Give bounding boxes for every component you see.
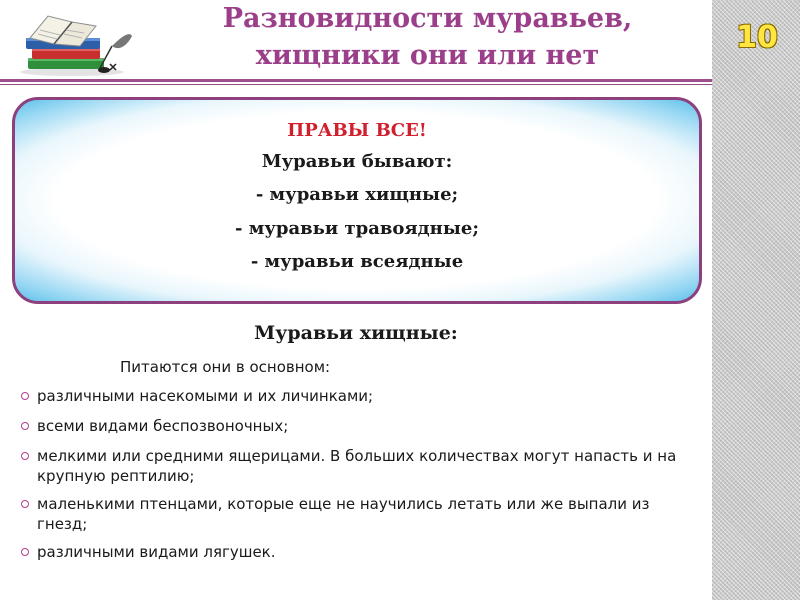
list-item-text: маленькими птенцами, которые еще не научились летать или же выпали из гнезд; (37, 495, 650, 533)
list-item-text: различными насекомыми и их личинками; (37, 387, 374, 405)
list-item-text: всеми видами беспозвоночных; (37, 417, 289, 435)
title-divider-thin (0, 84, 712, 85)
circle-bullet-icon (21, 422, 29, 430)
decorative-side-strip (712, 0, 800, 600)
section-heading: Муравьи хищные: (254, 322, 458, 344)
list-item (0, 416, 712, 436)
list-item (0, 446, 712, 486)
callout-line-herbivorous: - муравьи травоядные; (234, 218, 479, 239)
list-item (0, 386, 712, 406)
slide-number: 10 (736, 20, 778, 55)
list-item-text: мелкими или средними ящерицами. В больших количествах могут напасть и на крупную рептилию; (37, 447, 677, 485)
title-line-1: Разновидности муравьев, (222, 3, 633, 34)
callout-line-omnivorous: - муравьи всеядные (250, 251, 464, 272)
callout-line-predatory: - муравьи хищные; (255, 184, 459, 205)
list-item (0, 542, 712, 562)
circle-bullet-icon (21, 452, 29, 460)
callout-heading: ПРАВЫ ВСЕ! (287, 120, 427, 141)
list-item-text: различными видами лягушек. (37, 543, 276, 561)
title-divider-thick (0, 79, 712, 82)
diet-bullet-list (0, 386, 712, 572)
circle-bullet-icon (21, 548, 29, 556)
title-line-2: хищники они или нет (255, 40, 600, 71)
circle-bullet-icon (21, 500, 29, 508)
callout-line-intro: Муравьи бывают: (261, 151, 453, 172)
page-title (150, 0, 705, 74)
circle-bullet-icon (21, 392, 29, 400)
section-intro: Питаются они в основном: (120, 358, 331, 376)
answer-callout-box (12, 97, 702, 304)
books-and-quill-pen-icon (14, 8, 134, 78)
list-item (0, 494, 712, 534)
